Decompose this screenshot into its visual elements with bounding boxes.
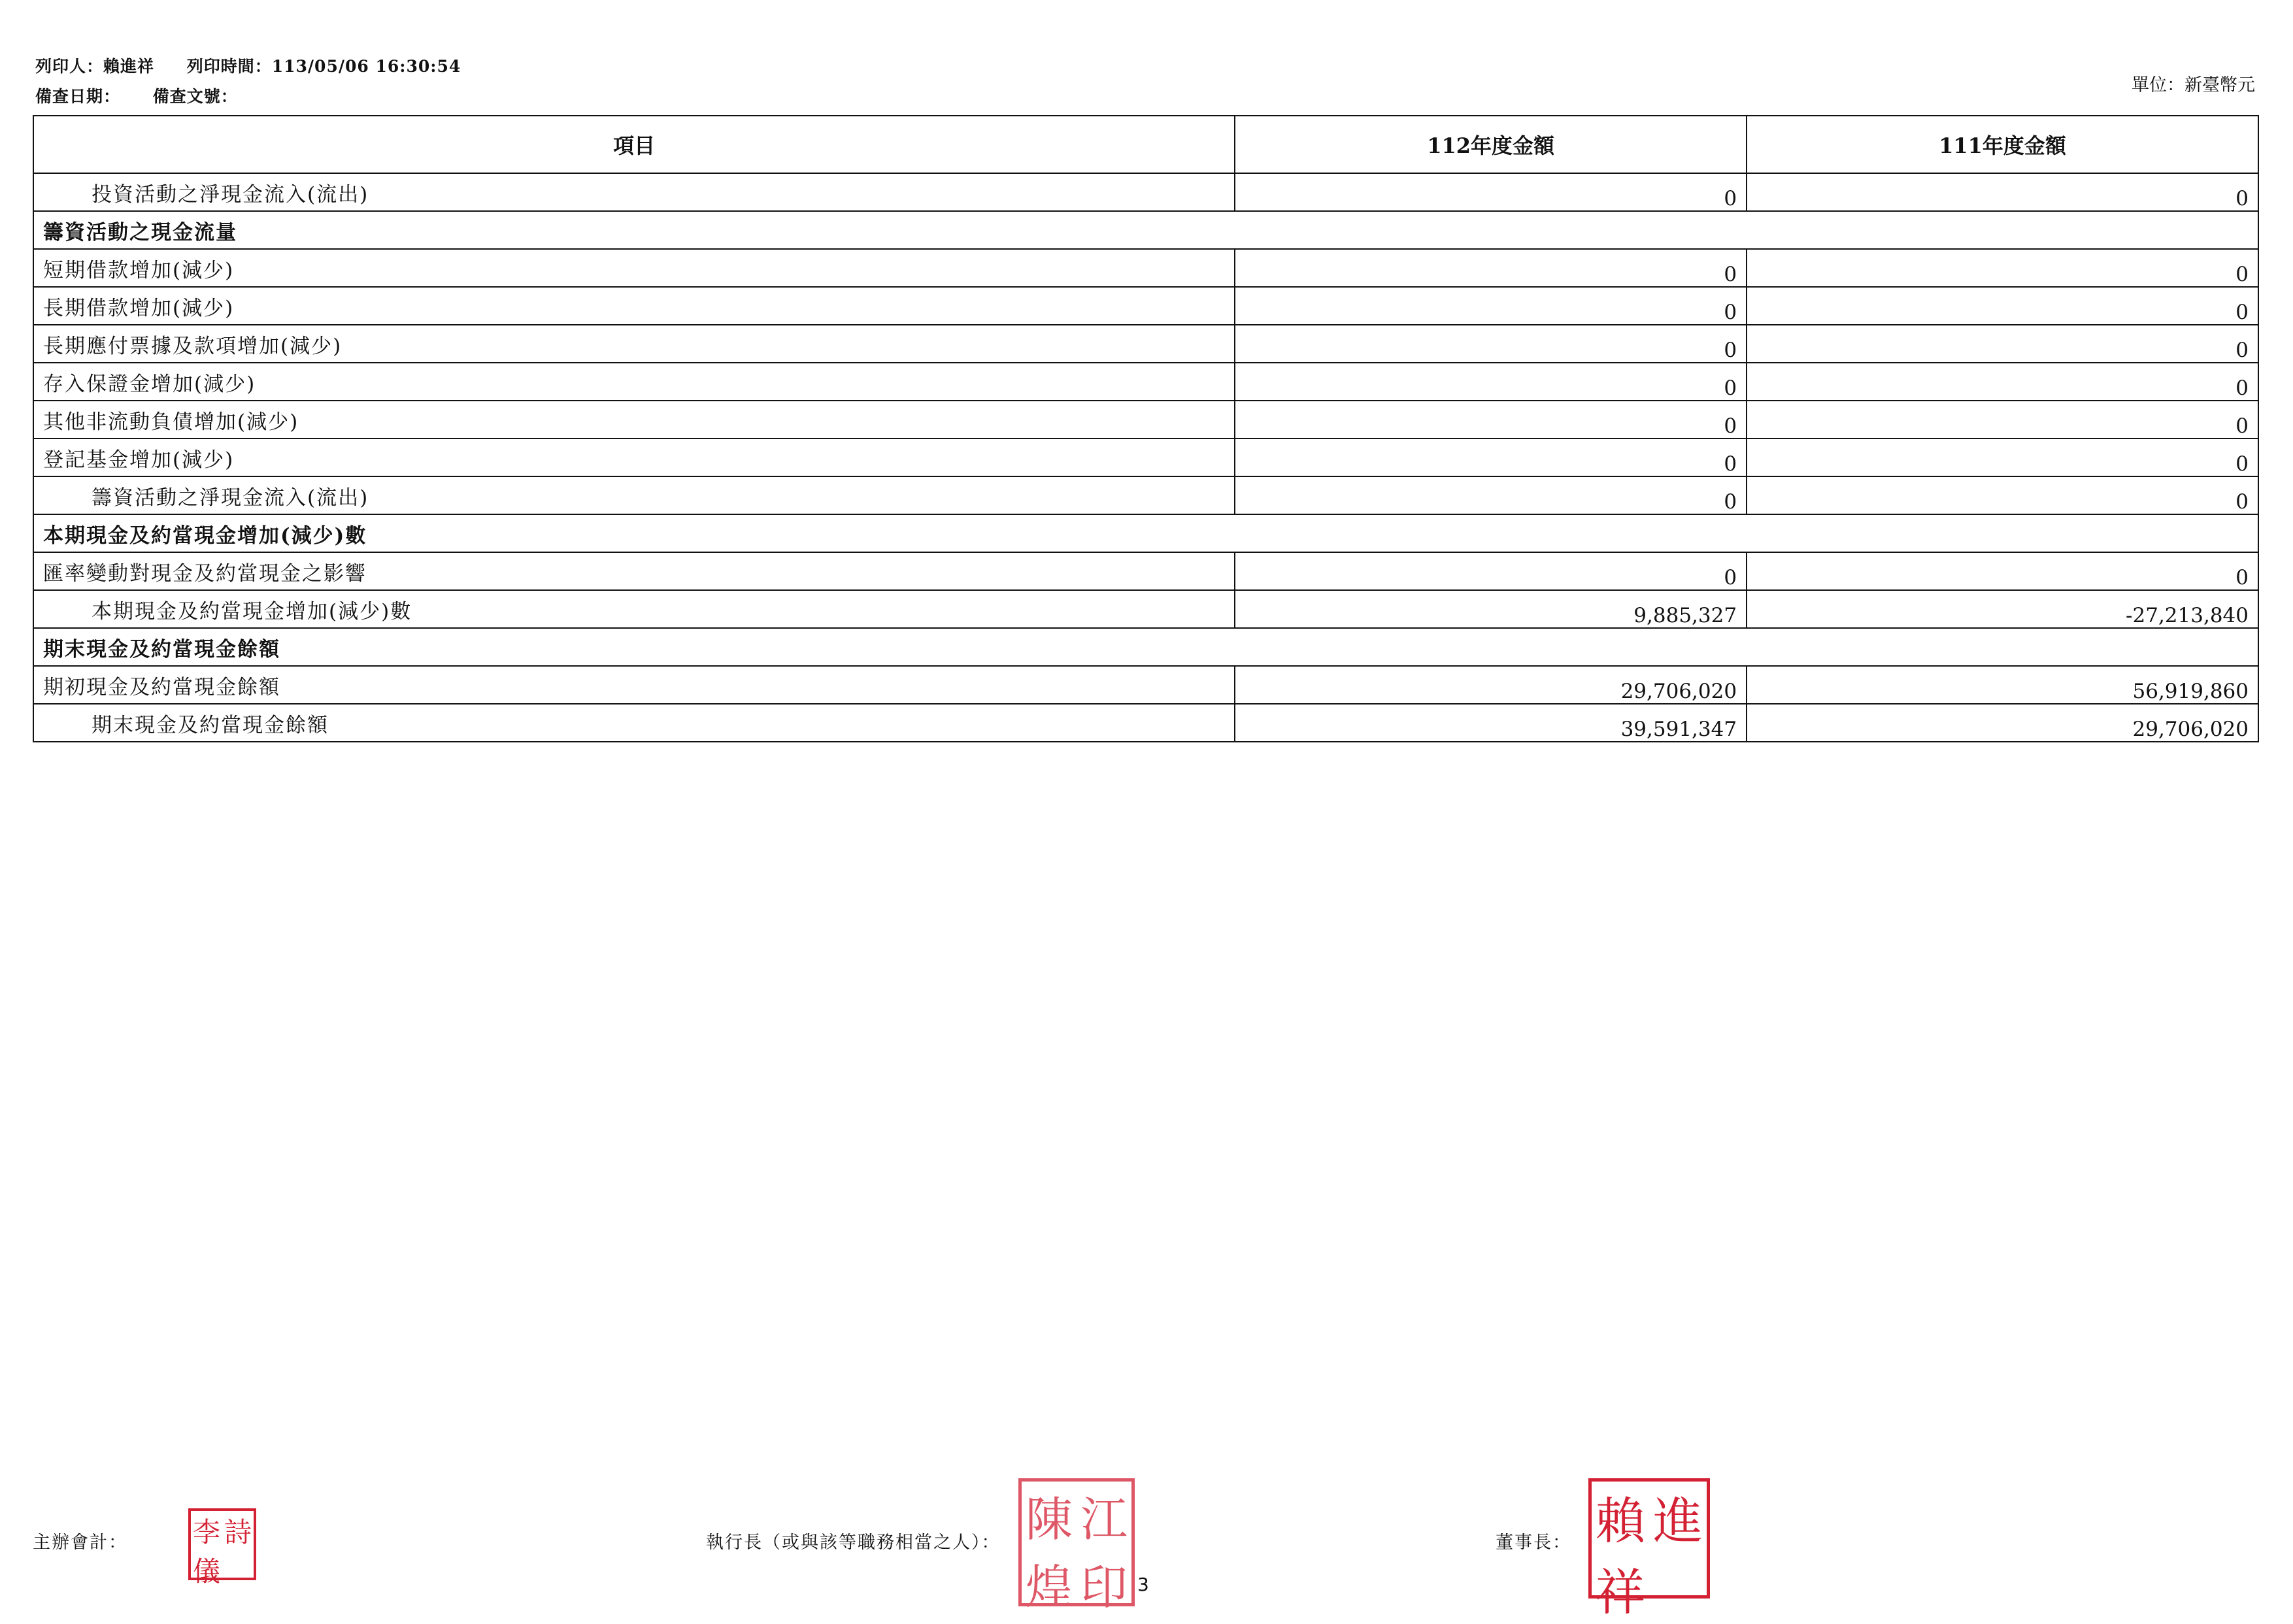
table-row (33, 287, 2258, 325)
column-header-112: 112年度金額 (1235, 116, 1747, 173)
print-info (35, 54, 487, 77)
filing-date: 備查日期： (35, 87, 121, 106)
amount-111: -27,213,840 (1747, 590, 2258, 628)
table-row (33, 590, 2258, 628)
amount-111: 0 (1747, 476, 2258, 514)
print-time: 列印時間：113/05/06 16:30:54 (186, 57, 461, 76)
table-row (33, 249, 2258, 287)
table-row (33, 552, 2258, 590)
table-row (33, 173, 2258, 211)
section-label: 本期現金及約當現金增加(減少)數 (33, 514, 2258, 552)
chair-signature-label: 董事長： (1496, 1533, 1571, 1553)
table-row (33, 363, 2258, 401)
table-row (33, 476, 2258, 514)
table-row (33, 325, 2258, 363)
item-label: 期初現金及約當現金餘額 (33, 666, 1235, 704)
accountant-seal: 李 詩 儀 (188, 1508, 256, 1580)
amount-112: 29,706,020 (1235, 666, 1747, 704)
item-label: 匯率變動對現金及約當現金之影響 (33, 552, 1235, 590)
item-label: 本期現金及約當現金增加(減少)數 (33, 590, 1235, 628)
item-label: 存入保證金增加(減少) (33, 363, 1235, 401)
item-label: 投資活動之淨現金流入(流出) (33, 173, 1235, 211)
item-label: 期末現金及約當現金餘額 (33, 704, 1235, 742)
section-label: 籌資活動之現金流量 (33, 211, 2258, 249)
amount-112: 0 (1235, 401, 1747, 439)
printed-by: 列印人：賴進祥 (35, 57, 155, 76)
amount-111: 0 (1747, 552, 2258, 590)
amount-112: 39,591,347 (1235, 704, 1747, 742)
item-label: 籌資活動之淨現金流入(流出) (33, 476, 1235, 514)
amount-111: 0 (1747, 325, 2258, 363)
amount-111: 0 (1747, 401, 2258, 439)
section-row (33, 628, 2258, 666)
item-label: 其他非流動負債增加(減少) (33, 401, 1235, 439)
column-header-111: 111年度金額 (1747, 116, 2258, 173)
amount-112: 0 (1235, 249, 1747, 287)
item-label: 短期借款增加(減少) (33, 249, 1235, 287)
table-row (33, 439, 2258, 476)
column-header-item: 項目 (33, 116, 1235, 173)
amount-112: 0 (1235, 476, 1747, 514)
section-row (33, 514, 2258, 552)
page-number: 3 (1137, 1574, 1149, 1595)
amount-111: 0 (1747, 249, 2258, 287)
amount-112: 0 (1235, 439, 1747, 476)
amount-111: 0 (1747, 287, 2258, 325)
amount-111: 0 (1747, 439, 2258, 476)
section-label: 期末現金及約當現金餘額 (33, 628, 2258, 666)
table-header-row (33, 116, 2258, 173)
item-label: 長期借款增加(減少) (33, 287, 1235, 325)
table-row (33, 666, 2258, 704)
amount-112: 0 (1235, 325, 1747, 363)
currency-unit: 單位：新臺幣元 (2132, 75, 2255, 95)
table-body (33, 173, 2258, 742)
item-label: 登記基金增加(減少) (33, 439, 1235, 476)
amount-111: 29,706,020 (1747, 704, 2258, 742)
amount-112: 0 (1235, 287, 1747, 325)
amount-111: 56,919,860 (1747, 666, 2258, 704)
filing-number: 備查文號： (152, 87, 238, 106)
amount-112: 0 (1235, 173, 1747, 211)
accountant-signature-label: 主辦會計： (33, 1533, 127, 1553)
cash-flow-table (33, 115, 2259, 742)
chair-seal: 賴 進 祥 (1588, 1478, 1710, 1599)
item-label: 長期應付票據及款項增加(減少) (33, 325, 1235, 363)
amount-111: 0 (1747, 363, 2258, 401)
amount-112: 9,885,327 (1235, 590, 1747, 628)
ceo-seal: 陳 江 煌 印 (1018, 1478, 1135, 1606)
table-row (33, 401, 2258, 439)
table-row (33, 704, 2258, 742)
ceo-signature-label: 執行長（或與該等職務相當之人）： (706, 1533, 1001, 1553)
section-row (33, 211, 2258, 249)
amount-112: 0 (1235, 552, 1747, 590)
filing-info (35, 84, 264, 107)
amount-111: 0 (1747, 173, 2258, 211)
amount-112: 0 (1235, 363, 1747, 401)
